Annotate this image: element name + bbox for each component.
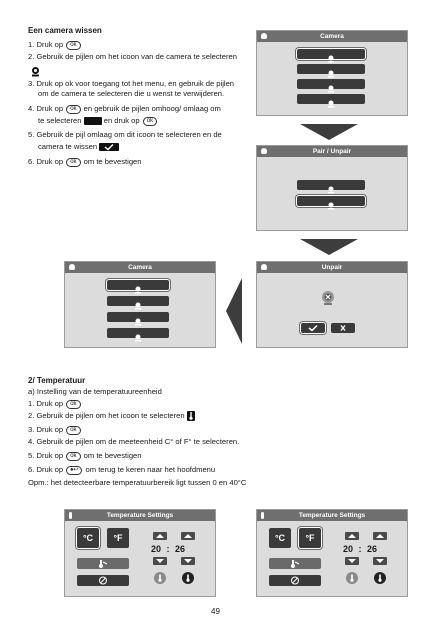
alarm-temp-button[interactable] — [77, 558, 129, 569]
thermometer-icon — [187, 411, 195, 421]
temp-step-4: 4. Gebruik de pijlen om de meeteenheid C° of F° te selecteren. — [28, 437, 240, 446]
no-sound-icon — [77, 575, 129, 586]
temp-step-2: 2. Gebruik de pijlen om het icoon te selecteren — [28, 411, 195, 421]
thermometer-hand-icon — [269, 558, 321, 569]
temperature-settings-screen-celsius: Temperature Settings °C °F 20 : 26 — [64, 509, 216, 597]
step-5-line-2: camera te wissen — [38, 142, 119, 152]
camera-item-1[interactable] — [107, 280, 169, 290]
step-4: 4. Druk op ok en gebruik de pijlen omhoog/ omlaag om — [28, 104, 221, 113]
hour-down-button[interactable] — [153, 557, 167, 565]
thermometer-icon — [69, 512, 72, 519]
thermometer-high-icon[interactable] — [182, 572, 194, 584]
camera-list-screen: Camera — [64, 261, 216, 348]
step-5: 5. Gebruik de pijl omlaag om dit icoon te selecteren en de — [28, 130, 222, 139]
ok-key-icon: ok — [66, 105, 80, 114]
hour-up-button[interactable] — [345, 532, 359, 540]
minute-up-button[interactable] — [373, 532, 387, 540]
ok-key-icon: ok — [66, 426, 80, 435]
minute-up-button[interactable] — [181, 532, 195, 540]
hour-down-button[interactable] — [345, 557, 359, 565]
fahrenheit-button[interactable]: °F — [299, 528, 321, 548]
home-icon — [69, 264, 75, 270]
hour-up-button[interactable] — [153, 532, 167, 540]
minute-down-button[interactable] — [373, 557, 387, 565]
page-number: 49 — [211, 607, 220, 616]
ok-key-icon: ok — [66, 400, 80, 409]
camera-item-3[interactable] — [107, 312, 169, 322]
camera-item-2[interactable] — [297, 64, 365, 74]
minute-down-button[interactable] — [181, 557, 195, 565]
step-4-line-2: te selecteren en druk op ok — [38, 116, 158, 126]
arrow-down-icon — [300, 124, 358, 140]
home-icon — [261, 264, 267, 270]
close-icon — [331, 323, 355, 333]
unpair-screen: Unpair — [256, 261, 408, 348]
alarm-temp-button[interactable] — [269, 558, 321, 569]
section-title-delete-camera: Een camera wissen — [28, 26, 102, 35]
pair-button[interactable] — [297, 180, 365, 190]
camera-icon — [30, 64, 41, 75]
camera-screen: Camera — [256, 30, 408, 116]
confirm-button[interactable] — [301, 323, 325, 333]
arrow-down-icon — [300, 239, 358, 255]
step-2: 2. Gebruik de pijlen om het icoon van de camera te selecteren — [28, 52, 237, 61]
step-1: 1. Druk op ok — [28, 40, 82, 50]
fahrenheit-button[interactable]: °F — [107, 528, 129, 548]
temperature-settings-screen-fahrenheit: Temperature Settings °C °F 20 : 26 — [256, 509, 408, 597]
ok-key-icon: ok — [66, 158, 80, 167]
thermometer-hand-icon — [77, 558, 129, 569]
unpair-button[interactable] — [297, 196, 365, 206]
time-display: 20 : 26 — [151, 544, 186, 554]
thermometer-high-icon[interactable] — [374, 572, 386, 584]
camera-item-3[interactable] — [297, 79, 365, 89]
thermometer-low-icon[interactable] — [346, 572, 358, 584]
step-3: 3. Druk op ok voor toegang tot het menu, en gebruik de pijlen — [28, 79, 235, 88]
camera-delete-icon — [320, 290, 336, 306]
time-display: 20 : 26 — [343, 544, 378, 554]
thermometer-icon — [261, 512, 264, 519]
no-sound-icon — [269, 575, 321, 586]
temp-step-3: 3. Druk op ok — [28, 425, 82, 435]
home-icon — [261, 148, 267, 154]
arrow-left-icon — [226, 278, 242, 344]
sound-button[interactable] — [77, 575, 129, 586]
camera-item-4[interactable] — [107, 328, 169, 338]
temp-range-note: Opm.: het detecteerbare temperatuurbereik ligt tussen 0 en 40°C — [28, 478, 247, 487]
checkmark-icon — [301, 323, 325, 333]
temp-step-1: 1. Druk op ok — [28, 399, 82, 409]
camera-item-2[interactable] — [107, 296, 169, 306]
celsius-button[interactable]: °C — [77, 528, 99, 548]
sound-button[interactable] — [269, 575, 321, 586]
ok-key-icon: ok — [66, 452, 80, 461]
pair-unpair-screen: Pair / Unpair — [256, 145, 408, 231]
temp-step-5: 5. Druk op ok om te bevestigen — [28, 451, 142, 460]
camera-item-1[interactable] — [297, 49, 365, 59]
back-key-icon: ♠↩ — [66, 466, 82, 475]
thermometer-low-icon[interactable] — [154, 572, 166, 584]
subsection-title: a) Instelling van de temperatuureenheid — [28, 387, 162, 396]
celsius-button[interactable]: °C — [269, 528, 291, 548]
checkmark-icon — [99, 143, 119, 151]
step-3-line-2: om de camera te selecteren die u wenst te verwijderen. — [38, 89, 225, 98]
section-title-temperature: 2/ Temperatuur — [28, 376, 86, 385]
ok-key-icon: ok — [66, 41, 80, 50]
camera-select-icon — [84, 117, 102, 125]
step-6: 6. Druk op ok om te bevestigen — [28, 157, 142, 166]
camera-item-4[interactable] — [297, 94, 365, 104]
temp-step-6: 6. Druk op ♠↩ om terug te keren naar het hoofdmenu — [28, 465, 216, 474]
cancel-button[interactable] — [331, 323, 355, 333]
home-icon — [261, 33, 267, 39]
ok-key-icon: ok — [143, 117, 157, 126]
